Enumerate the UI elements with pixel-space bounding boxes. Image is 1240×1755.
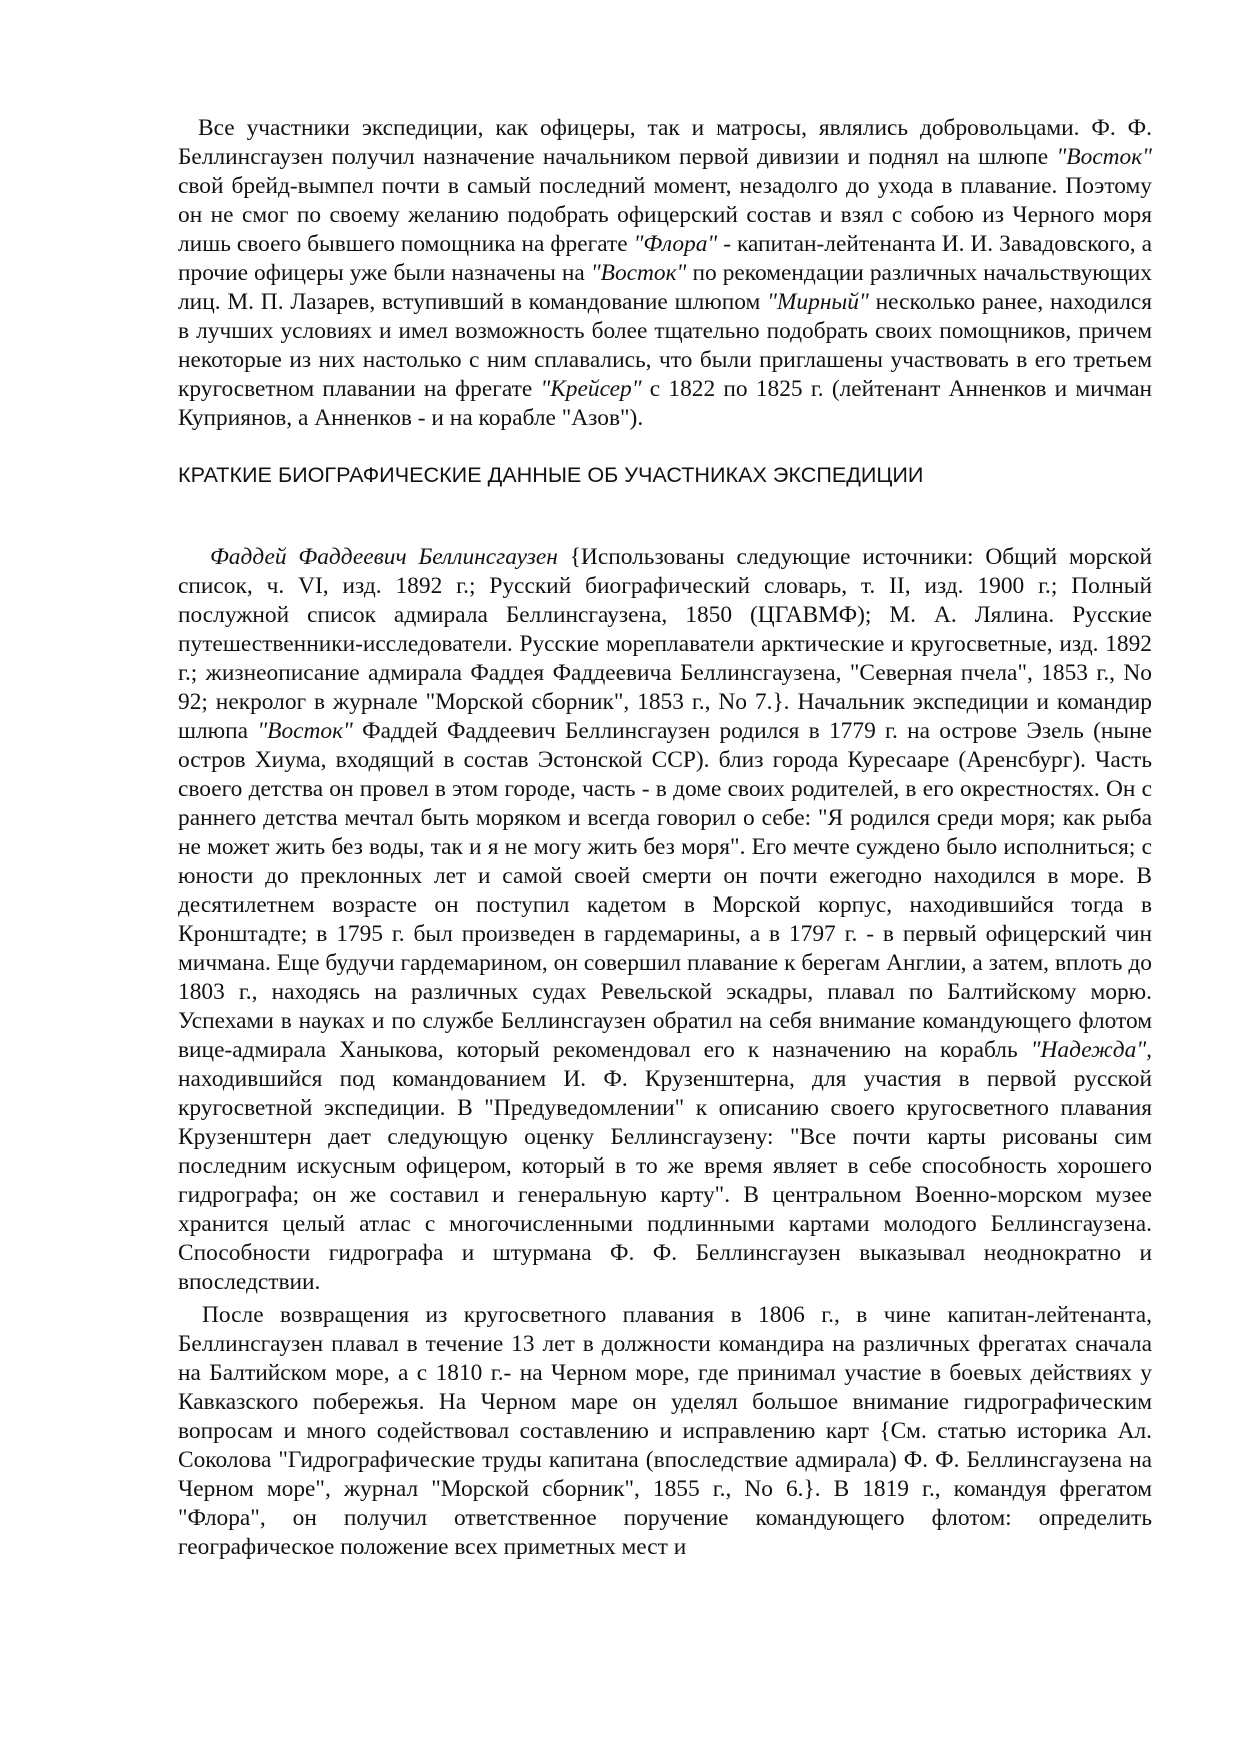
section-heading: КРАТКИЕ БИОГРАФИЧЕСКИЕ ДАННЫЕ ОБ УЧАСТНИКАХ ЭКСПЕДИЦИИ — [178, 462, 924, 487]
paragraph-bellingshausen-biography — [178, 543, 1152, 1297]
paragraph-text: несколько ранее, находился в лучших условиях и имел возможность более тщательно подобрать своих помощников, причем некоторые из них настолько с ним сплавались, что были приглашены участвовать в его третьем кругосветном плавании на фрегате — [178, 289, 1153, 402]
ship-name-vostok: "Восток" — [257, 718, 353, 744]
document-page — [178, 114, 1152, 1562]
ship-name-kreiser: "Крейсер" — [540, 376, 642, 402]
paragraph-text: свой брейд-вымпел почти в самый последний момент, незадолго до ухода в плавание. Поэтому он не смог по своему желанию подобрать офицерский состав и взял с собою из Черного моря лишь своего бывшего помощника на фрегате — [178, 173, 1152, 257]
ship-name-flora: "Флора" — [633, 231, 718, 257]
paragraph-text: по рекомендации различных начальствующих лиц. М. П. Лазарев, вступивший в командование шлюпом — [178, 260, 1152, 315]
ship-name-vostok: "Восток" — [590, 260, 687, 286]
paragraph-text: {Использованы следующие источники: Общий морской список, ч. VI, изд. 1892 г.; Русский биографический словарь, т. II, изд. 1900 г.; Полный послужной список адмирала Беллинсгаузена, 1850 (ЦГАВМФ); М. А. Лялина. Русские путешественники-исследователи. Русские мореплаватели арктические и кругосветные, изд. 1892 г.; жизнеописание адмирала Фаддея Фаддеевича Беллинсгаузена, "Северная пчела", 1853 г., No 92; некролог в журнале "Морской сборник", 1853 г., No 7.}. Начальник экспедиции и командир шлюпа — [178, 544, 1152, 744]
paragraph-text: с 1822 по 1825 г. (лейтенант Анненков и мичман Куприянов, а Анненков - и на корабле "Азов"). — [178, 376, 1152, 431]
ship-name-vostok: "Восток" — [1056, 144, 1152, 170]
spacer — [178, 490, 1152, 543]
paragraph-expedition-volunteers — [178, 114, 1152, 433]
paragraph-text: - капитан-лейтенанта И. И. Завадовского, а прочие офицеры уже были назначены на — [178, 231, 1152, 286]
ship-name-mirny: "Мирный" — [767, 289, 869, 315]
paragraph-after-voyage: После возвращения из кругосветного плавания в 1806 г., в чине капитан-лейтенанта, Беллинсгаузен плавал в течение 13 лет в должности командира на различных фрегатах сначала на Балтийском море, а с 1810 г.- на Черном море, где принимал участие в боевых действиях у Кавказского побережья. На Черном маре он уделял большое внимание гидрографическим вопросам и много содействовал составлению и исправлению карт {См. статью историка Ал. Соколова "Гидрографические труды капитана (впоследствие адмирала) Ф. Ф. Беллинсгаузена на Черном море", журнал "Морской сборник", 1855 г., No 6.}. В 1819 г., командуя фрегатом "Флора", он получил ответственное поручение командующего флотом: определить географическое положение всех приметных мест и — [178, 1302, 1152, 1560]
paragraph-text: находившийся под командованием И. Ф. Крузенштерна, для участия в первой русской кругосветной экспедиции. В "Предуведомлении" к описанию своего кругосветного плавания Крузенштерн дает следующую оценку Беллинсгаузену: "Все почти карты рисованы сим последним искусным офицером, который в то же время являет в себе способность хорошего гидрографа; он же составил и генеральную карту". В центральном Военно-морском музее хранится целый атлас с многочисленными подлинными картами молодого Беллинсгаузена. Способности гидрографа и штурмана Ф. Ф. Беллинсгаузен выказывал неоднократно и впоследствии. — [178, 1066, 1152, 1295]
ship-name-nadezhda: "Надежда", — [1030, 1037, 1152, 1063]
person-name-bellingshausen: Фаддей Фаддеевич Беллинсгаузен — [210, 544, 558, 570]
paragraph-text: Все участники экспедиции, как офицеры, так и матросы, являлись добровольцами. Ф. Ф. Беллинсгаузен получил назначение начальником первой дивизии и поднял на шлюпе — [178, 115, 1152, 170]
paragraph-text: Фаддей Фаддеевич Беллинсгаузен родился в 1779 г. на острове Эзель (ныне остров Хиума, входящий в состав Эстонской ССР). близ города Куресааре (Аренсбург). Часть своего детства он провел в этом городе, часть - в доме своих родителей, в его окрестностях. Он с раннего детства мечтал быть моряком и всегда говорил о себе: "Я родился среди моря; как рыба не может жить без воды, так и я не могу жить без моря". Его мечте суждено было исполниться; с юности до преклонных лет и самой своей смерти он почти ежегодно находился в море. В десятилетнем возрасте он поступил кадетом в Морской корпус, находившийся тогда в Кронштадте; в 1795 г. был произведен в гардемарины, а в 1797 г. - в первый офицерский чин мичмана. Еще будучи гардемарином, он совершил плавание к берегам Англии, а затем, вплоть до 1803 г., находясь на различных судах Ревельской эскадры, плавал по Балтийскому морю. Успехами в науках и по службе Беллинсгаузен обратил на себя внимание командующего флотом вице-адмирала Ханыкова, который рекомендовал его к назначению на корабль — [178, 718, 1152, 1063]
